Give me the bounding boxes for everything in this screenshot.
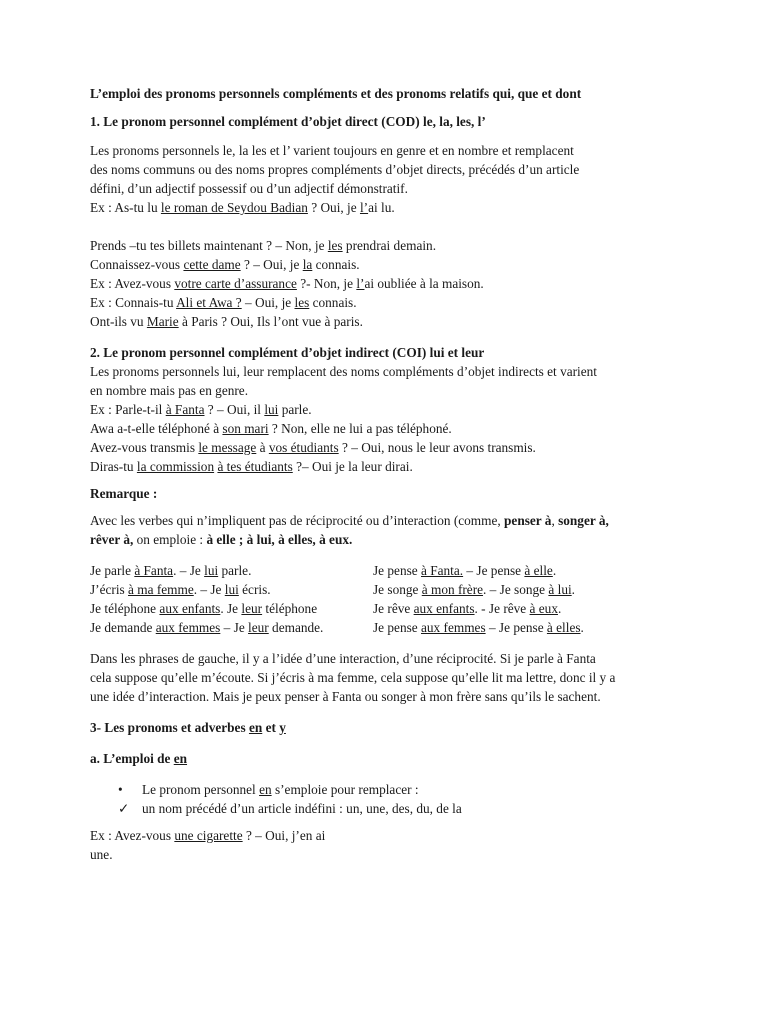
text-line: défini, d’un adjectif possessif ou d’un adjectif démonstratif. [90, 181, 408, 196]
table-row: Je parle à Fanta. – Je lui parle. Je pense à Fanta. – Je pense à elle. [90, 563, 557, 578]
table-row: J’écris à ma femme. – Je lui écris. Je songe à mon frère. – Je songe à lui. [90, 582, 575, 597]
example-line: Prends –tu tes billets maintenant ? – Non, je les prendrai demain. [90, 238, 437, 253]
section-2 [90, 343, 708, 476]
example-line: Ex : Avez-vous une cigarette ? – Oui, j’en ai [90, 828, 326, 843]
text-line: rêver à, on emploie : à elle ; à lui, à elles, à eux. [90, 532, 353, 547]
table-row: Je téléphone aux enfants. Je leur téléphone Je rêve aux enfants. - Je rêve à eux. [90, 601, 562, 616]
text-line: une idée d’interaction. Mais je peux penser à Fanta ou songer à mon frère sans qu’ils le sachent. [90, 689, 601, 704]
section-2-heading: 2. Le pronom personnel complément d’objet indirect (COI) lui et leur [90, 345, 485, 360]
section-3-example [90, 826, 708, 864]
text-line: Dans les phrases de gauche, il y a l’idée d’une interaction, d’une réciprocité. Si je parle à Fanta [90, 651, 596, 666]
example-line: Ont-ils vu Marie à Paris ? Oui, Ils l’ont vue à paris. [90, 314, 363, 329]
example-line: Ex : Connais-tu Ali et Awa ? – Oui, je les connais. [90, 295, 357, 310]
section-3a-heading: a. L’emploi de en [90, 751, 188, 766]
example-line: Awa a-t-elle téléphoné à son mari ? Non, elle ne lui a pas téléphoné. [90, 421, 452, 436]
section-1-examples [90, 236, 708, 331]
remarque-paragraph [90, 511, 708, 549]
table-row: Je demande aux femmes – Je leur demande. Je pense aux femmes – Je pense à elles. [90, 620, 584, 635]
comparison-table [90, 561, 708, 637]
list-item: • Le pronom personnel en s’emploie pour remplacer : [118, 782, 419, 797]
page-title: L’emploi des pronoms personnels compléments et des pronoms relatifs qui, que et dont [90, 86, 582, 101]
example-line: Ex : As-tu lu le roman de Seydou Badian ? Oui, je l’ai lu. [90, 200, 395, 215]
example-line: Diras-tu la commission à tes étudiants ?– Oui je la leur dirai. [90, 459, 413, 474]
text-line: cela suppose qu’elle m’écoute. Si j’écris à ma femme, cela suppose qu’elle lit ma lettre, donc il y a [90, 670, 616, 685]
example-line: Ex : Parle-t-il à Fanta ? – Oui, il lui parle. [90, 402, 312, 417]
explanation-paragraph [90, 649, 708, 706]
text-line: Avec les verbes qui n’impliquent pas de réciprocité ou d’interaction (comme, penser à, songer à, [90, 513, 609, 528]
remarque-heading: Remarque : [90, 486, 158, 501]
example-line: Ex : Avez-vous votre carte d’assurance ?- Non, je l’ai oubliée à la maison. [90, 276, 484, 291]
checkmark-icon: ✓ [118, 801, 130, 816]
section-3-heading: 3- Les pronoms et adverbes en et y [90, 720, 286, 735]
section-1-paragraph [90, 141, 708, 217]
list-item: ✓ un nom précédé d’un article indéfini : un, une, des, du, de la [118, 801, 462, 816]
example-line: Connaissez-vous cette dame ? – Oui, je la connais. [90, 257, 360, 272]
bullet-list [118, 780, 708, 818]
text-line: Les pronoms personnels lui, leur remplacent des noms compléments d’objet indirects et varient [90, 364, 597, 379]
text-line: en nombre mais pas en genre. [90, 383, 249, 398]
text-line: Les pronoms personnels le, la les et l’ varient toujours en genre et en nombre et remplacent [90, 143, 574, 158]
section-1-heading: 1. Le pronom personnel complément d’objet direct (COD) le, la, les, l’ [90, 114, 486, 129]
bullet-icon: • [118, 782, 123, 797]
text-line: des noms communs ou des noms propres compléments d’objet directs, précédés d’un article [90, 162, 580, 177]
example-line: une. [90, 847, 113, 862]
example-line: Avez-vous transmis le message à vos étudiants ? – Oui, nous le leur avons transmis. [90, 440, 536, 455]
